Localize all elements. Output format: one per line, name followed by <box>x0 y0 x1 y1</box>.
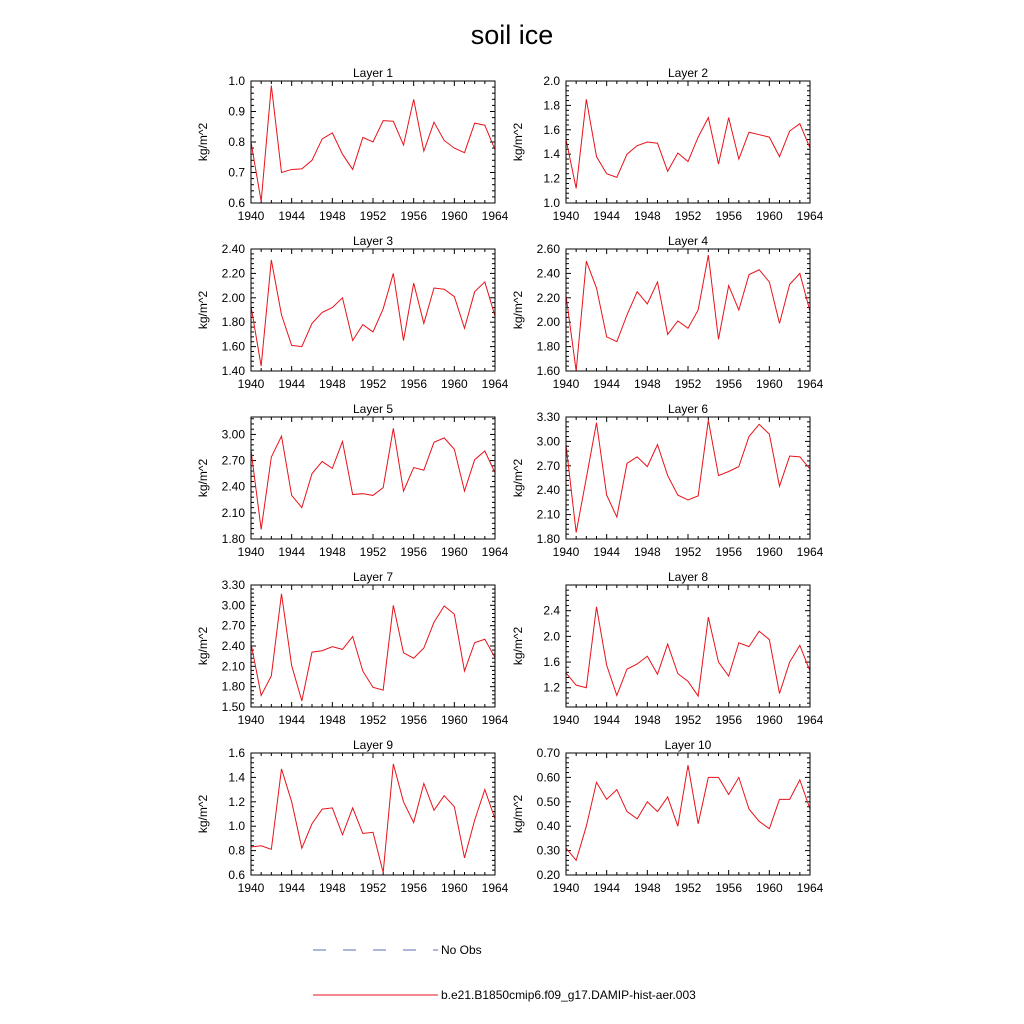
x-tick-label: 1964 <box>481 209 509 223</box>
y-tick-label: 2.20 <box>536 290 560 305</box>
series-line <box>251 594 495 701</box>
y-tick-label: 2.40 <box>536 483 560 498</box>
panel-layer-3 <box>196 234 509 391</box>
y-tick-label: 1.80 <box>536 339 560 354</box>
y-tick-label: 1.6 <box>228 746 245 760</box>
x-tick-label: 1956 <box>715 881 743 895</box>
x-tick-label: 1940 <box>552 545 580 559</box>
x-tick-label: 1944 <box>593 713 621 727</box>
y-tick-label: 2.4 <box>543 603 560 618</box>
series-line <box>251 260 495 366</box>
panel-title: Layer 6 <box>667 402 709 416</box>
x-tick-label: 1956 <box>715 713 743 727</box>
x-tick-label: 1948 <box>318 881 346 895</box>
legend <box>313 943 696 1002</box>
y-tick-label: 0.7 <box>228 165 245 180</box>
legend-label: No Obs <box>441 943 482 957</box>
x-tick-label: 1960 <box>755 377 783 391</box>
panel-layer-1 <box>196 66 509 223</box>
x-tick-label: 1960 <box>440 713 468 727</box>
y-tick-label: 1.0 <box>228 74 245 88</box>
legend-label: b.e21.B1850cmip6.f09_g17.DAMIP-hist-aer.003 <box>441 988 696 1002</box>
y-tick-label: 2.40 <box>536 266 560 281</box>
x-tick-label: 1960 <box>755 209 783 223</box>
y-tick-label: 2.00 <box>536 315 560 330</box>
x-tick-label: 1948 <box>318 713 346 727</box>
y-tick-label: 1.0 <box>228 819 245 834</box>
y-tick-label: 3.30 <box>536 410 560 424</box>
y-tick-label: 1.80 <box>536 532 560 546</box>
x-tick-label: 1964 <box>796 545 824 559</box>
y-tick-label: 1.50 <box>221 700 245 714</box>
y-tick-label: 0.9 <box>228 104 245 119</box>
y-tick-label: 2.10 <box>221 659 245 674</box>
y-tick-label: 2.70 <box>221 453 245 468</box>
x-tick-label: 1960 <box>440 377 468 391</box>
x-tick-label: 1960 <box>440 209 468 223</box>
x-tick-label: 1940 <box>237 881 265 895</box>
y-tick-label: 0.70 <box>536 746 560 760</box>
y-tick-label: 2.10 <box>221 505 245 520</box>
x-tick-label: 1956 <box>400 881 428 895</box>
panel-title: Layer 3 <box>352 234 394 248</box>
x-tick-label: 1964 <box>796 713 824 727</box>
y-tick-label: 0.8 <box>228 843 245 858</box>
x-tick-label: 1940 <box>237 545 265 559</box>
plot-frame <box>566 417 810 539</box>
x-tick-label: 1940 <box>237 209 265 223</box>
x-tick-label: 1952 <box>674 377 702 391</box>
y-tick-label: 3.00 <box>221 427 245 442</box>
panel-title: Layer 5 <box>352 402 394 416</box>
series-line <box>566 607 810 696</box>
x-tick-label: 1964 <box>481 881 509 895</box>
x-tick-label: 1960 <box>440 545 468 559</box>
x-tick-label: 1948 <box>633 545 661 559</box>
x-tick-label: 1952 <box>674 713 702 727</box>
x-tick-label: 1956 <box>715 209 743 223</box>
x-tick-label: 1956 <box>715 545 743 559</box>
x-tick-label: 1940 <box>552 209 580 223</box>
y-tick-label: 2.40 <box>221 242 245 256</box>
x-tick-label: 1956 <box>400 377 428 391</box>
y-tick-label: 1.6 <box>543 655 560 670</box>
plot-frame <box>566 753 810 875</box>
x-tick-label: 1948 <box>633 209 661 223</box>
y-tick-label: 1.60 <box>221 339 245 354</box>
x-tick-label: 1948 <box>318 545 346 559</box>
y-axis-label: kg/m^2 <box>511 626 525 666</box>
y-tick-label: 0.40 <box>536 819 560 834</box>
y-tick-label: 1.60 <box>536 364 560 378</box>
x-tick-label: 1952 <box>674 881 702 895</box>
y-axis-label: kg/m^2 <box>196 626 210 666</box>
panel-title: Layer 4 <box>667 234 709 248</box>
x-tick-label: 1956 <box>400 209 428 223</box>
y-tick-label: 2.00 <box>221 290 245 305</box>
series-line <box>251 428 495 529</box>
y-tick-label: 1.80 <box>221 679 245 694</box>
y-tick-label: 2.70 <box>221 618 245 633</box>
panel-title: Layer 2 <box>667 66 709 80</box>
y-tick-label: 2.0 <box>543 74 560 88</box>
panel-layer-10 <box>511 738 824 895</box>
x-tick-label: 1960 <box>755 545 783 559</box>
y-tick-label: 2.40 <box>221 639 245 653</box>
x-tick-label: 1956 <box>400 713 428 727</box>
x-tick-label: 1944 <box>278 209 306 223</box>
legend-entry-1 <box>313 943 482 957</box>
x-tick-label: 1944 <box>593 209 621 223</box>
x-tick-label: 1948 <box>633 713 661 727</box>
plot-frame <box>566 249 810 371</box>
panel-layer-5 <box>196 402 509 559</box>
x-tick-label: 1960 <box>755 881 783 895</box>
x-tick-label: 1964 <box>796 209 824 223</box>
panel-layer-4 <box>511 234 824 391</box>
y-tick-label: 0.8 <box>228 135 245 149</box>
panel-layer-9 <box>196 738 509 895</box>
x-tick-label: 1948 <box>633 881 661 895</box>
x-tick-label: 1952 <box>359 209 387 223</box>
x-tick-label: 1948 <box>318 377 346 391</box>
plot-frame <box>566 81 810 203</box>
y-tick-label: 3.30 <box>221 578 245 592</box>
plot-frame <box>251 417 495 539</box>
y-tick-label: 0.6 <box>228 868 245 882</box>
series-line <box>566 255 810 371</box>
panel-layer-8 <box>511 570 824 727</box>
x-tick-label: 1952 <box>674 545 702 559</box>
y-axis-label: kg/m^2 <box>511 122 525 162</box>
main-title: soil ice <box>470 20 554 50</box>
y-tick-label: 2.20 <box>221 266 245 281</box>
x-tick-label: 1948 <box>318 209 346 223</box>
y-tick-label: 1.2 <box>228 794 245 809</box>
y-tick-label: 0.50 <box>536 794 560 809</box>
x-tick-label: 1960 <box>755 713 783 727</box>
y-tick-label: 2.60 <box>536 242 560 256</box>
y-tick-label: 1.80 <box>221 532 245 546</box>
y-axis-label: kg/m^2 <box>511 458 525 498</box>
x-tick-label: 1944 <box>278 881 306 895</box>
x-tick-label: 1944 <box>593 545 621 559</box>
panel-title: Layer 9 <box>352 738 394 752</box>
y-tick-label: 0.60 <box>536 770 560 785</box>
x-tick-label: 1956 <box>400 545 428 559</box>
x-tick-label: 1964 <box>796 881 824 895</box>
y-axis-label: kg/m^2 <box>196 290 210 330</box>
x-tick-label: 1940 <box>237 377 265 391</box>
x-tick-label: 1944 <box>278 377 306 391</box>
x-tick-label: 1940 <box>552 713 580 727</box>
x-tick-label: 1944 <box>593 377 621 391</box>
y-tick-label: 0.6 <box>228 196 245 210</box>
y-tick-label: 1.6 <box>543 122 560 137</box>
panel-title: Layer 8 <box>667 570 709 584</box>
y-tick-label: 1.40 <box>221 364 245 378</box>
panel-title: Layer 10 <box>664 738 712 752</box>
x-tick-label: 1940 <box>552 881 580 895</box>
y-tick-label: 3.00 <box>536 434 560 449</box>
y-tick-label: 1.8 <box>543 98 560 113</box>
y-tick-label: 0.30 <box>536 843 560 858</box>
series-line <box>566 420 810 532</box>
plot-frame <box>566 585 810 707</box>
plot-frame <box>251 585 495 707</box>
y-tick-label: 1.2 <box>543 171 560 186</box>
x-tick-label: 1952 <box>359 545 387 559</box>
panel-title: Layer 7 <box>352 570 394 584</box>
series-line <box>566 99 810 188</box>
y-axis-label: kg/m^2 <box>196 794 210 834</box>
x-tick-label: 1964 <box>796 377 824 391</box>
y-tick-label: 3.00 <box>221 598 245 613</box>
plot-frame <box>251 753 495 875</box>
series-line <box>251 86 495 202</box>
series-line <box>566 765 810 860</box>
y-tick-label: 2.70 <box>536 458 560 473</box>
panel-title: Layer 1 <box>352 66 394 80</box>
x-tick-label: 1940 <box>552 377 580 391</box>
legend-entry-2 <box>313 988 696 1002</box>
series-line <box>251 764 495 873</box>
y-axis-label: kg/m^2 <box>196 122 210 162</box>
y-tick-label: 1.0 <box>543 196 560 210</box>
y-axis-label: kg/m^2 <box>511 290 525 330</box>
panel-layer-6 <box>511 402 824 559</box>
y-tick-label: 0.20 <box>536 868 560 882</box>
x-tick-label: 1944 <box>278 545 306 559</box>
x-tick-label: 1964 <box>481 545 509 559</box>
y-axis-label: kg/m^2 <box>511 794 525 834</box>
y-tick-label: 2.10 <box>536 507 560 522</box>
y-tick-label: 1.4 <box>228 770 245 785</box>
panels-group <box>196 66 824 895</box>
y-tick-label: 1.4 <box>543 147 560 162</box>
x-tick-label: 1948 <box>633 377 661 391</box>
x-tick-label: 1952 <box>359 713 387 727</box>
x-tick-label: 1960 <box>440 881 468 895</box>
y-tick-label: 2.0 <box>543 629 560 644</box>
x-tick-label: 1944 <box>278 713 306 727</box>
x-tick-label: 1952 <box>359 881 387 895</box>
x-tick-label: 1964 <box>481 713 509 727</box>
y-tick-label: 1.2 <box>543 680 560 695</box>
x-tick-label: 1964 <box>481 377 509 391</box>
panel-layer-7 <box>196 570 509 727</box>
y-tick-label: 1.80 <box>221 315 245 330</box>
x-tick-label: 1944 <box>593 881 621 895</box>
x-tick-label: 1952 <box>359 377 387 391</box>
y-axis-label: kg/m^2 <box>196 458 210 498</box>
x-tick-label: 1952 <box>674 209 702 223</box>
panel-layer-2 <box>511 66 824 223</box>
x-tick-label: 1940 <box>237 713 265 727</box>
y-tick-label: 2.40 <box>221 479 245 494</box>
x-tick-label: 1956 <box>715 377 743 391</box>
